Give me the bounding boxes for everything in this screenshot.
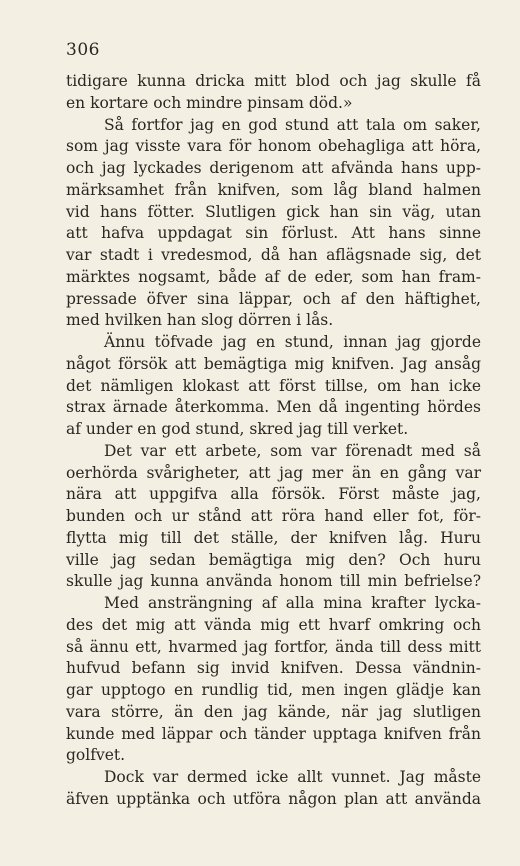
text-line: en kortare och mindre pinsam död.» [66, 93, 353, 112]
page-number: 306 [66, 40, 100, 60]
body-text [66, 71, 481, 811]
text-line: tidigare kunna dricka mitt blod och jag skulle få [66, 72, 481, 90]
text-line: strax ärnade återkomma. Men då ingenting hördes [66, 398, 481, 417]
text-line: äfven upptänka och utföra någon plan att använda [66, 789, 481, 808]
text-line: vid hans fötter. Slutligen gick han sin väg, utan [66, 202, 481, 221]
text-line: märksamhet från knifven, som låg bland halmen [66, 180, 481, 199]
text-line: nära att uppgifva alla försök. Först måste jag, [66, 485, 481, 504]
text-line: skulle jag kunna använda honom till min befrielse? [66, 572, 481, 591]
text-line: Det var ett arbete, som var förenadt med så [104, 441, 481, 460]
text-line: det nämligen klokast att först tillse, om han icke [66, 376, 481, 395]
text-line: som jag visste vara för honom obehagliga att höra, [66, 137, 481, 156]
text-line: hufvud befann sig invid knifven. Dessa vändnin- [66, 659, 481, 678]
text-line: ville jag sedan bemägtiga mig den? Och huru [66, 550, 481, 569]
text-line: Med ansträngning af alla mina krafter lycka- [104, 594, 481, 612]
text-line: pressade öfver sina läppar, och af den häftighet, [66, 289, 481, 308]
text-line: golfvet. [66, 746, 126, 765]
text-line: och jag lyckades derigenom att afvända hans upp- [66, 159, 481, 177]
text-line: att hafva uppdagat sin förlust. Att hans sinne [66, 224, 481, 243]
text-line: så ännu ett, hvarmed jag fortfor, ända till dess mitt [66, 637, 481, 656]
text-line: Så fortfor jag en god stund att tala om saker, [104, 115, 481, 134]
text-line: oerhörda svårigheter, att jag mer än en gång var [66, 463, 481, 482]
text-line: kunde med läppar och tänder upptaga knifven från [66, 724, 481, 743]
text-line: med hvilken han slog dörren i lås. [66, 311, 334, 330]
text-line: gar upptogo en rundlig tid, men ingen glädje kan [66, 681, 481, 699]
text-line: flytta mig till det ställe, der knifven låg. Huru [66, 528, 481, 547]
text-line: något försök att bemägtiga mig knifven. Jag ansåg [66, 354, 481, 373]
text-line: des det mig att vända mig ett hvarf omkring och [66, 615, 481, 634]
text-line: var stadt i vredesmod, då han aflägsnade sig, det [66, 246, 481, 264]
text-line: bunden och ur stånd att röra hand eller fot, för- [66, 507, 481, 525]
text-line: Dock var dermed icke allt vunnet. Jag måste [104, 768, 481, 786]
text-line: vara större, än den jag kände, när jag slutligen [66, 702, 481, 721]
text-line: Ännu töfvade jag en stund, innan jag gjorde [104, 333, 481, 351]
text-line: af under en god stund, skred jag till verket. [66, 420, 409, 438]
text-line: märktes nogsamt, både af de eder, som han fram- [66, 267, 481, 286]
